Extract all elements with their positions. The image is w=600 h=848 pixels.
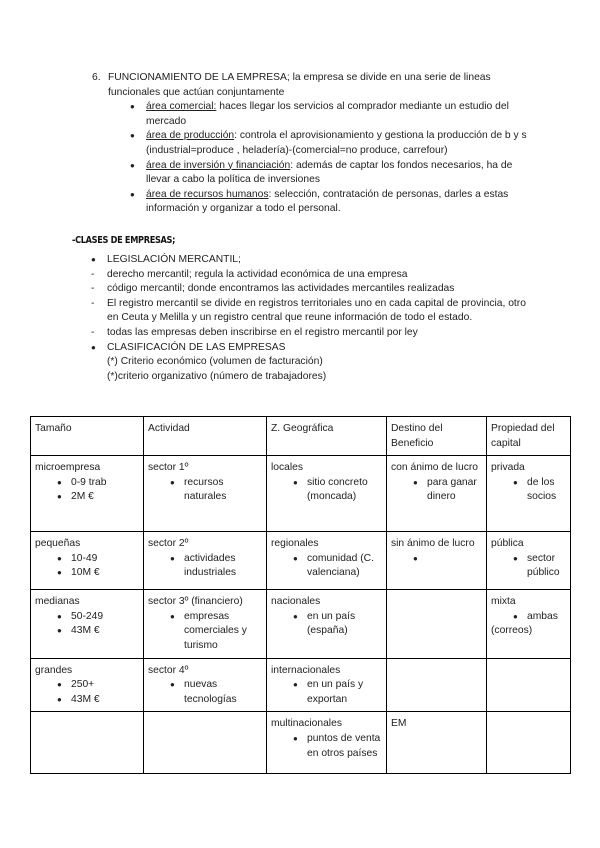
table-cell: [144, 712, 267, 774]
table-header-row: [31, 417, 571, 456]
area-text: : además de captar los fondos necesarios, ha de llevar a cabo la política de inversiones: [146, 159, 513, 186]
list-item: ● 2M €: [57, 490, 139, 505]
header-cell: Destino del Beneficio: [387, 417, 487, 456]
header-cell: Propiedad del capital: [487, 417, 571, 456]
table-cell: [487, 532, 571, 590]
table-row: [31, 456, 571, 532]
cell-list: [35, 476, 139, 505]
header-cell: Z. Geográfica: [267, 417, 387, 456]
cell-title: sector 1º: [148, 462, 189, 474]
cell-title: pública: [491, 538, 524, 550]
table-cell: [387, 712, 487, 774]
table-cell: [267, 658, 387, 712]
cell-list: [148, 678, 262, 707]
cell-list: [148, 610, 262, 654]
table-cell: [387, 456, 487, 532]
list-item: [413, 552, 482, 566]
cell-title: microempresa: [35, 462, 101, 474]
list-item: ● actividades industriales: [170, 552, 262, 581]
table-cell: [267, 532, 387, 590]
table-cell: [144, 658, 267, 712]
table-cell: [387, 532, 487, 590]
cell-list: [491, 476, 566, 505]
list-item: ● en un país (españa): [293, 610, 382, 639]
list-item: [130, 129, 532, 158]
cell-note: (correos): [491, 625, 533, 637]
cell-list: [491, 610, 566, 625]
classification-table: [30, 416, 571, 774]
clases-heading: -CLASES DE EMPRESAS;: [72, 235, 176, 246]
table-cell: [31, 456, 144, 532]
area-text: : selección, contratación de personas, darles a estas información y organizar a todo el personal.: [146, 188, 509, 215]
table-cell: [31, 590, 144, 658]
section-number: 6.: [92, 72, 101, 83]
cell-list: [35, 678, 139, 707]
cell-list: [35, 610, 139, 639]
area-text: : controla el aprovisionamiento y gestiona la producción de b y s (industrial=produce , heladería)-(comercial=no produce, carrefour): [146, 130, 527, 156]
cell-title: sin ánimo de lucro: [391, 538, 475, 550]
list-item: [130, 188, 532, 217]
table-row: [31, 590, 571, 658]
cell-list: [148, 476, 262, 505]
criterion-line: (*) Criterio económico (volumen de facturación): [107, 356, 323, 368]
clasificacion-title: ● CLASIFICACIÓN DE LAS EMPRESAS: [107, 341, 286, 353]
table-cell: [267, 712, 387, 774]
list-item: [130, 159, 532, 188]
cell-list: [271, 678, 382, 707]
cell-title: sector 4º: [148, 664, 189, 676]
table-cell: [267, 590, 387, 658]
list-item: - todas las empresas deben inscribirse en el registro mercantil por ley: [90, 326, 530, 341]
table-cell: [487, 590, 571, 658]
section-intro: ; la empresa se divide en una serie de lineas funcionales que actúan conjuntamente: [108, 72, 491, 98]
table-cell: [31, 658, 144, 712]
cell-title: multinacionales: [271, 718, 342, 730]
table-row: [31, 658, 571, 712]
cell-list: [271, 732, 382, 761]
list-item: ● 43M €: [57, 624, 139, 639]
list-item: ● comunidad (C. valenciana): [293, 552, 382, 581]
cell-title: sector 3º (financiero): [148, 596, 243, 608]
cell-list: [391, 476, 482, 505]
table-cell: [267, 456, 387, 532]
cell-title: mixta: [491, 596, 516, 608]
cell-title: locales: [271, 462, 304, 474]
table-cell: [487, 456, 571, 532]
header-cell: Actividad: [144, 417, 267, 456]
table-cell: [487, 712, 571, 774]
cell-title: EM: [391, 718, 407, 730]
list-item: ● 43M €: [57, 693, 139, 708]
list-item: [130, 100, 532, 129]
list-item: ● 10-49: [57, 552, 139, 567]
cell-list: [148, 552, 262, 581]
cell-list: [271, 476, 382, 505]
section-6-heading: [92, 71, 532, 100]
cell-title: grandes: [35, 664, 73, 676]
list-item: ● ambas: [513, 610, 566, 625]
cell-title: nacionales: [271, 596, 321, 608]
table-cell: [144, 590, 267, 658]
table-cell: [387, 590, 487, 658]
table-row: [31, 712, 571, 774]
area-label: área de inversión y financiación: [146, 159, 291, 171]
list-item: ● para ganar dinero: [413, 476, 482, 505]
cell-title: privada: [491, 462, 525, 474]
section-title: FUNCIONAMIENTO DE LA EMPRESA: [108, 72, 287, 83]
cell-title: internacionales: [271, 664, 341, 676]
list-item: ● en un país y exportan: [293, 678, 382, 707]
criterion-line: (*)criterio organizativo (número de trabajadores): [107, 370, 327, 382]
cell-list: [491, 552, 566, 581]
cell-title: sector 2º: [148, 538, 189, 550]
list-item: - El registro mercantil se divide en registros territoriales uno en cada capital de provincia, otro en Ceuta y Melilla y un registro central que reune información de todo el estado.: [90, 297, 530, 326]
table-cell: [144, 456, 267, 532]
areas-list: [92, 100, 532, 217]
area-label: área de recursos humanos: [146, 188, 269, 200]
list-item: ● 250+: [57, 678, 139, 693]
table-row: [31, 532, 571, 590]
list-item: ● de los socios: [513, 476, 566, 505]
list-item: ● sitio concreto (moncada): [293, 476, 382, 505]
list-item: ● 50-249: [57, 610, 139, 625]
cell-title: con ánimo de lucro: [391, 462, 479, 474]
list-item: ● recursos naturales: [170, 476, 262, 505]
table-cell: [31, 532, 144, 590]
list-item: ● LEGISLACIÓN MERCANTIL;: [90, 253, 530, 268]
area-label: área de producción: [146, 130, 235, 142]
list-item: ● nuevas tecnologías: [170, 678, 262, 707]
area-label: área comercial:: [146, 101, 217, 113]
list-item: ● sector público: [513, 552, 566, 581]
clases-list: [90, 253, 530, 384]
list-item: ● 10M €: [57, 566, 139, 581]
header-cell: Tamaño: [31, 417, 144, 456]
cell-list: [391, 552, 482, 566]
list-item: - derecho mercantil; regula la actividad económica de una empresa: [90, 268, 530, 283]
section-6: [92, 71, 532, 217]
table-cell: [487, 658, 571, 712]
list-item: ● empresas comerciales y turismo: [170, 610, 262, 654]
list-item: ● puntos de venta en otros países: [293, 732, 382, 761]
list-item: [90, 341, 530, 385]
cell-title: regionales: [271, 538, 319, 550]
cell-list: [35, 552, 139, 581]
table-cell: [144, 532, 267, 590]
cell-list: [271, 610, 382, 639]
cell-title: medianas: [35, 596, 80, 608]
table-cell: [31, 712, 144, 774]
cell-list: [271, 552, 382, 581]
list-item: - código mercantil; donde encontramos las actividades mercantiles realizadas: [90, 282, 530, 297]
table-cell: [387, 658, 487, 712]
cell-title: pequeñas: [35, 538, 81, 550]
area-text: haces llegar los servicios al comprador mediante un estudio del mercado: [146, 101, 509, 127]
list-item: ● 0-9 trab: [57, 476, 139, 491]
